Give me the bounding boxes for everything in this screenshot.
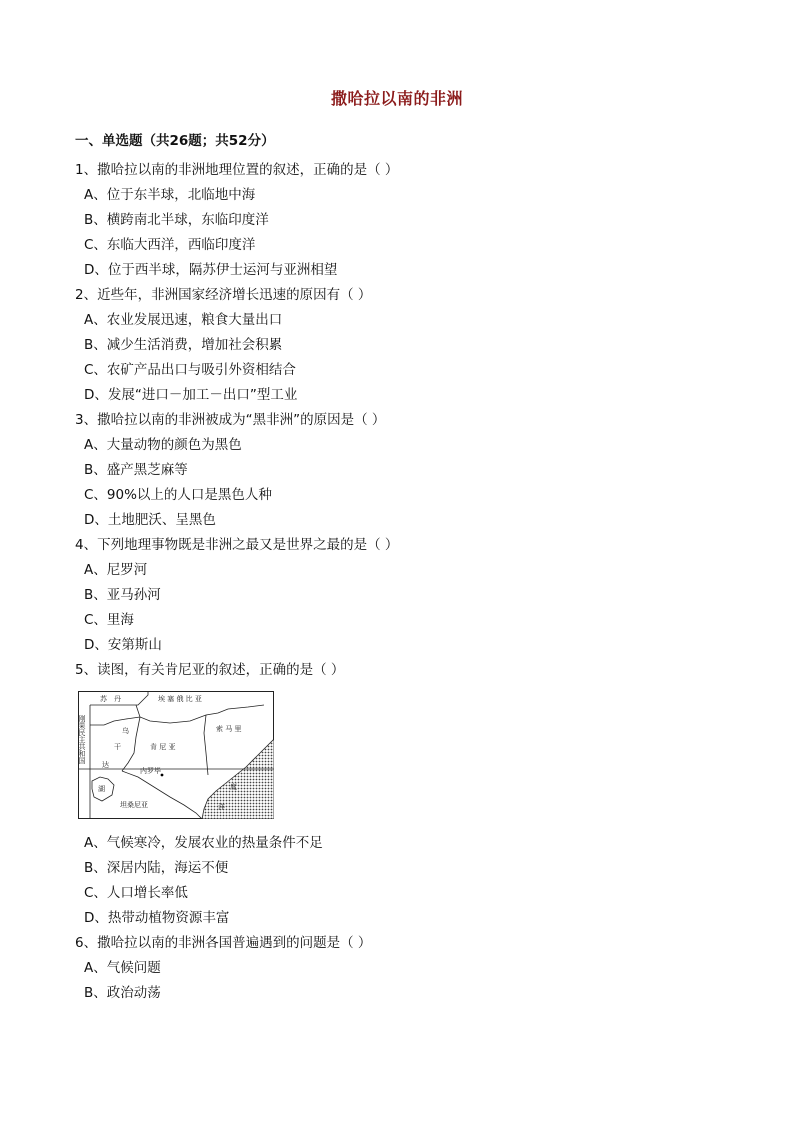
option-d: D、热带动植物资源丰富 [84, 910, 230, 926]
label-uganda-3: 达 [102, 761, 109, 769]
option-d: D、安第斯山 [84, 637, 162, 653]
label-kenya: 肯 尼 亚 [150, 743, 176, 751]
label-nairobi: 内罗毕 [140, 767, 161, 775]
label-sudan: 苏 丹 [100, 695, 121, 703]
kenya-map [78, 691, 274, 819]
option-c: C、农矿产品出口与吸引外资相结合 [84, 362, 296, 378]
question-3 [75, 408, 735, 533]
question-6 [75, 931, 735, 1006]
label-ethiopia: 埃 塞 俄 比 亚 [158, 695, 202, 703]
option-d: D、土地肥沃、呈黑色 [84, 512, 216, 528]
label-ocean-1: 度 [230, 783, 237, 791]
question-4 [75, 533, 735, 658]
label-lake: 湖 [98, 785, 105, 793]
question-1 [75, 158, 735, 283]
option-c: C、东临大西洋，西临印度洋 [84, 237, 256, 253]
kenya-map-figure [75, 683, 735, 831]
label-ocean-2: 洋 [218, 803, 225, 811]
question-stem: 6、撒哈拉以南的非洲各国普遍遇到的问题是（ ） [75, 935, 372, 951]
nairobi-marker [161, 774, 164, 777]
option-a: A、位于东半球，北临地中海 [84, 187, 256, 203]
option-d: D、位于西半球，隔苏伊士运河与亚洲相望 [84, 262, 338, 278]
question-stem: 4、下列地理事物既是非洲之最又是世界之最的是（ ） [75, 537, 399, 553]
option-a: A、气候问题 [84, 960, 161, 976]
option-c: C、里海 [84, 612, 134, 628]
label-west-strip: 刚果民主共和国 [78, 715, 86, 764]
option-b: B、政治动荡 [84, 985, 161, 1001]
question-stem: 5、读图，有关肯尼亚的叙述，正确的是（ ） [75, 662, 345, 678]
option-a: A、大量动物的颜色为黑色 [84, 437, 242, 453]
option-a: A、农业发展迅速，粮食大量出口 [84, 312, 283, 328]
option-c: C、人口增长率低 [84, 885, 188, 901]
label-uganda-1: 乌 [122, 727, 129, 735]
question-stem: 1、撒哈拉以南的非洲地理位置的叙述，正确的是（ ） [75, 162, 399, 178]
question-stem: 2、近些年，非洲国家经济增长迅速的原因有（ ） [75, 287, 372, 303]
section-heading: 一、单选题（共26题；共52分） [75, 133, 275, 149]
page-title: 撒哈拉以南的非洲 [330, 89, 463, 108]
label-uganda-2: 干 [114, 743, 121, 751]
question-5 [75, 658, 735, 931]
question-stem: 3、撒哈拉以南的非洲被成为“黑非洲”的原因是（ ） [75, 412, 386, 428]
option-c: C、90%以上的人口是黑色人种 [84, 487, 272, 503]
option-d: D、发展“进口－加工－出口”型工业 [84, 387, 298, 403]
option-b: B、盛产黑芝麻等 [84, 462, 188, 478]
option-b: B、减少生活消费，增加社会积累 [84, 337, 283, 353]
option-a: A、气候寒冷，发展农业的热量条件不足 [84, 835, 323, 851]
label-somalia: 索 马 里 [216, 725, 242, 733]
question-list [75, 158, 735, 1006]
option-b: B、深居内陆，海运不便 [84, 860, 229, 876]
label-tanzania: 坦桑尼亚 [120, 801, 148, 809]
question-2 [75, 283, 735, 408]
option-a: A、尼罗河 [84, 562, 148, 578]
option-b: B、横跨南北半球，东临印度洋 [84, 212, 269, 228]
option-b: B、亚马孙河 [84, 587, 161, 603]
